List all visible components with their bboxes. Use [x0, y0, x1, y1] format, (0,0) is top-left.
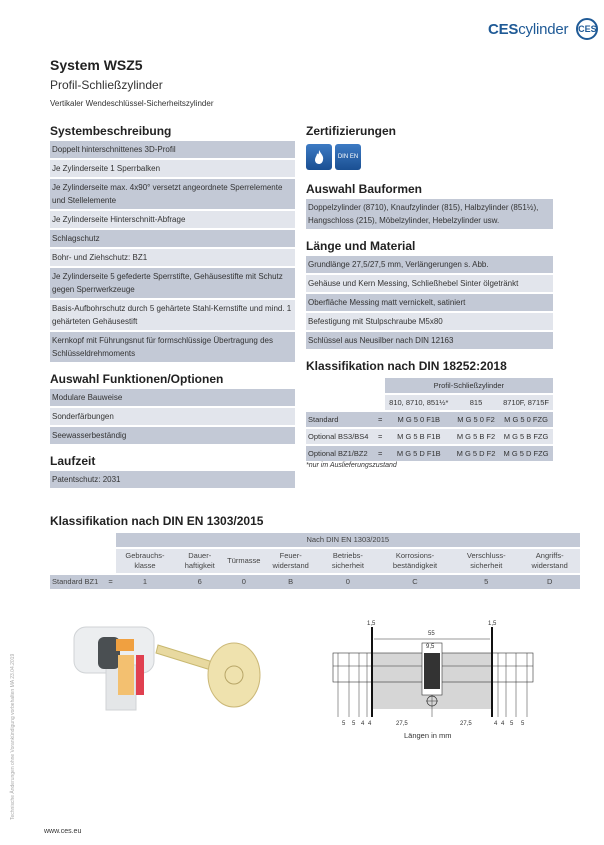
left-column	[50, 124, 295, 490]
systembeschreibung-list	[50, 141, 295, 362]
column-header: Feuer-widerstand	[262, 549, 318, 573]
din-en-icon: DIN EN	[335, 144, 361, 170]
table-row: Standard = M G 5 0 F1B M G 5 0 F2 M G 5 0 FZG	[306, 412, 553, 427]
column-header: Gebrauchs-klasse	[116, 549, 175, 573]
bauformen-text: Doppelzylinder (8710), Knaufzylinder (815), Halbzylinder (851½), Hangschloss (215), Möbelzylinder, Hebelzylinder usw.	[306, 199, 553, 229]
page-subtitle: Profil-Schließzylinder	[50, 78, 163, 92]
table-group-header: Nach DIN EN 1303/2015	[116, 533, 580, 547]
list-item: Je Zylinderseite Hinterschnitt-Abfrage	[50, 211, 295, 228]
list-item: Patentschutz: 2031	[50, 471, 295, 488]
svg-text:4: 4	[361, 721, 365, 727]
laufzeit-list	[50, 471, 295, 488]
column-header: 8710F, 8715F	[499, 395, 553, 410]
ces-logo-icon: CES	[576, 18, 598, 40]
din18252-heading: Klassifikation nach DIN 18252:2018	[306, 359, 507, 373]
footer-url[interactable]: www.ces.eu	[44, 828, 82, 835]
bauformen-list	[306, 199, 553, 229]
zertifizierungen-heading: Zertifizierungen	[306, 124, 397, 138]
logo-wordmark: CEScylinder	[488, 20, 569, 38]
column-header: Türmasse	[225, 549, 262, 573]
material-heading: Länge und Material	[306, 239, 416, 253]
svg-text:4: 4	[494, 721, 498, 727]
list-item: Je Zylinderseite 5 gefederte Sperrstifte, Gehäusestifte mit Schutz gegen Sperrwerkzeuge	[50, 268, 295, 298]
funktionen-list	[50, 389, 295, 444]
dim-label: 55	[428, 631, 435, 637]
table-footnote: *nur im Auslieferungszustand	[306, 462, 397, 469]
svg-text:4: 4	[368, 721, 372, 727]
list-item: Bohr- und Ziehschutz: BZ1	[50, 249, 295, 266]
list-item: Modulare Bauweise	[50, 389, 295, 406]
column-header: Korrosions-beständigkeit	[377, 549, 453, 573]
diagram-caption: Längen in mm	[404, 731, 452, 740]
table-row: Optional BS3/BS4 = M G 5 B F1B M G 5 B F2 M G 5 B FZG	[306, 429, 553, 444]
column-header: 810, 8710, 851½*	[385, 395, 453, 410]
din1303-heading: Klassifikation nach DIN EN 1303/2015	[50, 514, 264, 528]
list-item: Seewasserbeständig	[50, 427, 295, 444]
list-item: Oberfläche Messing matt vernickelt, satiniert	[306, 294, 553, 311]
column-header: Verschluss-sicherheit	[453, 549, 519, 573]
din18252-table	[306, 376, 553, 463]
systembeschreibung-heading: Systembeschreibung	[50, 124, 172, 138]
dim-label: 1,5	[367, 621, 376, 627]
fire-protection-icon	[306, 144, 332, 170]
table-row: Optional BZ1/BZ2 = M G 5 D F1B M G 5 D F2 M G 5 D FZG	[306, 446, 553, 461]
svg-text:27,5: 27,5	[396, 721, 408, 727]
list-item: Je Zylinderseite max. 4x90° versetzt angeordnete Sperrelemente und Stellelemente	[50, 179, 295, 209]
svg-text:4: 4	[501, 721, 505, 727]
svg-text:5: 5	[510, 721, 514, 727]
din1303-table	[50, 531, 580, 591]
svg-text:5: 5	[521, 721, 525, 727]
page-tagline: Vertikaler Wendeschlüssel-Sicherheitszylinder	[50, 99, 214, 108]
material-list	[306, 256, 553, 349]
funktionen-heading: Auswahl Funktionen/Optionen	[50, 372, 224, 386]
list-item: Doppelt hinterschnittenes 3D-Profil	[50, 141, 295, 158]
dim-label: 1,5	[488, 621, 497, 627]
svg-text:27,5: 27,5	[460, 721, 472, 727]
table-group-header: Profil-Schließzylinder	[385, 378, 553, 393]
laufzeit-heading: Laufzeit	[50, 454, 96, 468]
brand-logo	[488, 18, 598, 40]
list-item: Grundlänge 27,5/27,5 mm, Verlängerungen s. Abb.	[306, 256, 553, 273]
list-item: Basis-Aufbohrschutz durch 5 gehärtete Stahl-Kernstifte und mind. 1 gehärteten Gehäusestift	[50, 300, 295, 330]
list-item: Schlagschutz	[50, 230, 295, 247]
list-item: Schlüssel aus Neusilber nach DIN 12163	[306, 332, 553, 349]
svg-text:5: 5	[352, 721, 356, 727]
dimension-diagram	[326, 617, 536, 742]
product-image	[66, 615, 276, 745]
svg-text:5: 5	[342, 721, 346, 727]
list-item: Befestigung mit Stulpschraube M5x80	[306, 313, 553, 330]
column-header: 815	[453, 395, 499, 410]
dim-label: 9,5	[426, 644, 435, 650]
list-item: Sonderfärbungen	[50, 408, 295, 425]
column-header: Betriebs-sicherheit	[319, 549, 377, 573]
certification-icons	[306, 144, 553, 170]
bauformen-heading: Auswahl Bauformen	[306, 182, 423, 196]
list-item: Je Zylinderseite 1 Sperrbalken	[50, 160, 295, 177]
right-column	[306, 124, 553, 469]
page-title: System WSZ5	[50, 57, 143, 73]
list-item: Gehäuse und Kern Messing, Schließhebel Sinter ölgetränkt	[306, 275, 553, 292]
column-header: Angriffs-widerstand	[519, 549, 580, 573]
legal-note: Technische Änderungen ohne Vorankündigung vorbehalten MA 23.04.2019	[10, 653, 16, 820]
list-item: Kernkopf mit Führungsnut für formschlüssige Übertragung des Schlüsseldrehmoments	[50, 332, 295, 362]
table-row: Standard BZ1 = 1 6 0 B 0 C 5 D	[50, 575, 580, 589]
column-header: Dauer-haftigkeit	[174, 549, 225, 573]
din1303-section	[50, 514, 580, 591]
